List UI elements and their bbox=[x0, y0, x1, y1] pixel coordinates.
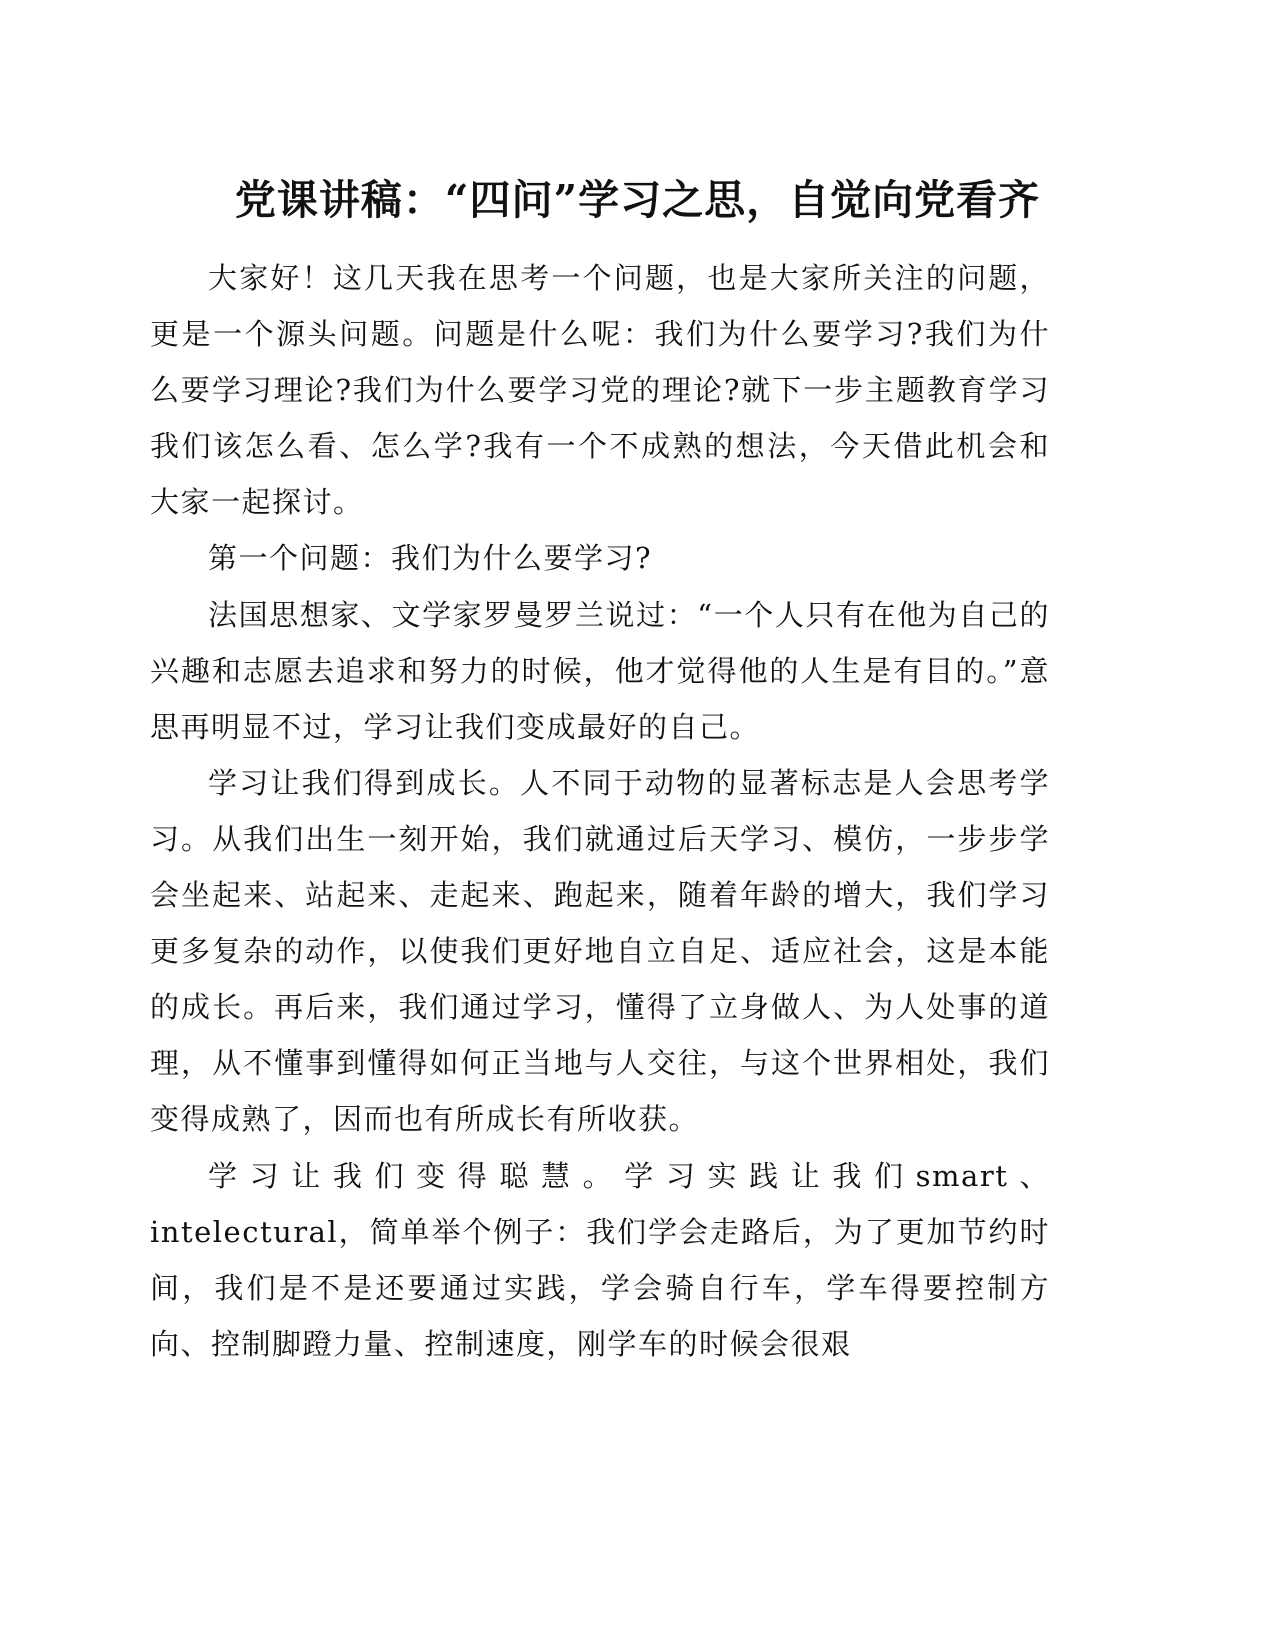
document-title: 党课讲稿：“四问”学习之思，自觉向党看齐 bbox=[234, 176, 1041, 224]
paragraph-intro: 大家好！这几天我在思考一个问题，也是大家所关注的问题，更是一个源头问题。问题是什么呢：我们为什么要学习?我们为什么要学习理论?我们为什么要学习党的理论?就下一步主题教育学习我们该怎么看、怎么学?我有一个不成熟的想法，今天借此机会和大家一起探讨。 bbox=[150, 261, 1050, 520]
paragraph-romain-rolland-quote: 法国思想家、文学家罗曼罗兰说过：“一个人只有在他为自己的兴趣和志愿去追求和努力的时候，他才觉得他的人生是有目的。”意思再明显不过，学习让我们变成最好的自己。 bbox=[150, 597, 1050, 744]
paragraph-growth: 学习让我们得到成长。人不同于动物的显著标志是人会思考学习。从我们出生一刻开始，我们就通过后天学习、模仿，一步步学会坐起来、站起来、走起来、跑起来，随着年龄的增大，我们学习更多复杂的动作，以使我们更好地自立自足、适应社会，这是本能的成长。再后来，我们通过学习，懂得了立身做人、为人处事的道理，从不懂事到懂得如何正当地与人交往，与这个世界相处，我们变得成熟了，因而也有所成长有所收获。 bbox=[150, 765, 1050, 1137]
paragraph-wisdom: 学习让我们变得聪慧。学习实践让我们smart、intelectural，简单举个例子：我们学会走路后，为了更加节约时间，我们是不是还要通过实践，学会骑自行车，学车得要控制方向、控制脚蹬力量、控制速度，刚学车的时候会很艰 bbox=[150, 1158, 1050, 1361]
paragraph-question-one: 第一个问题：我们为什么要学习? bbox=[208, 541, 653, 576]
document-body bbox=[150, 250, 1050, 1372]
